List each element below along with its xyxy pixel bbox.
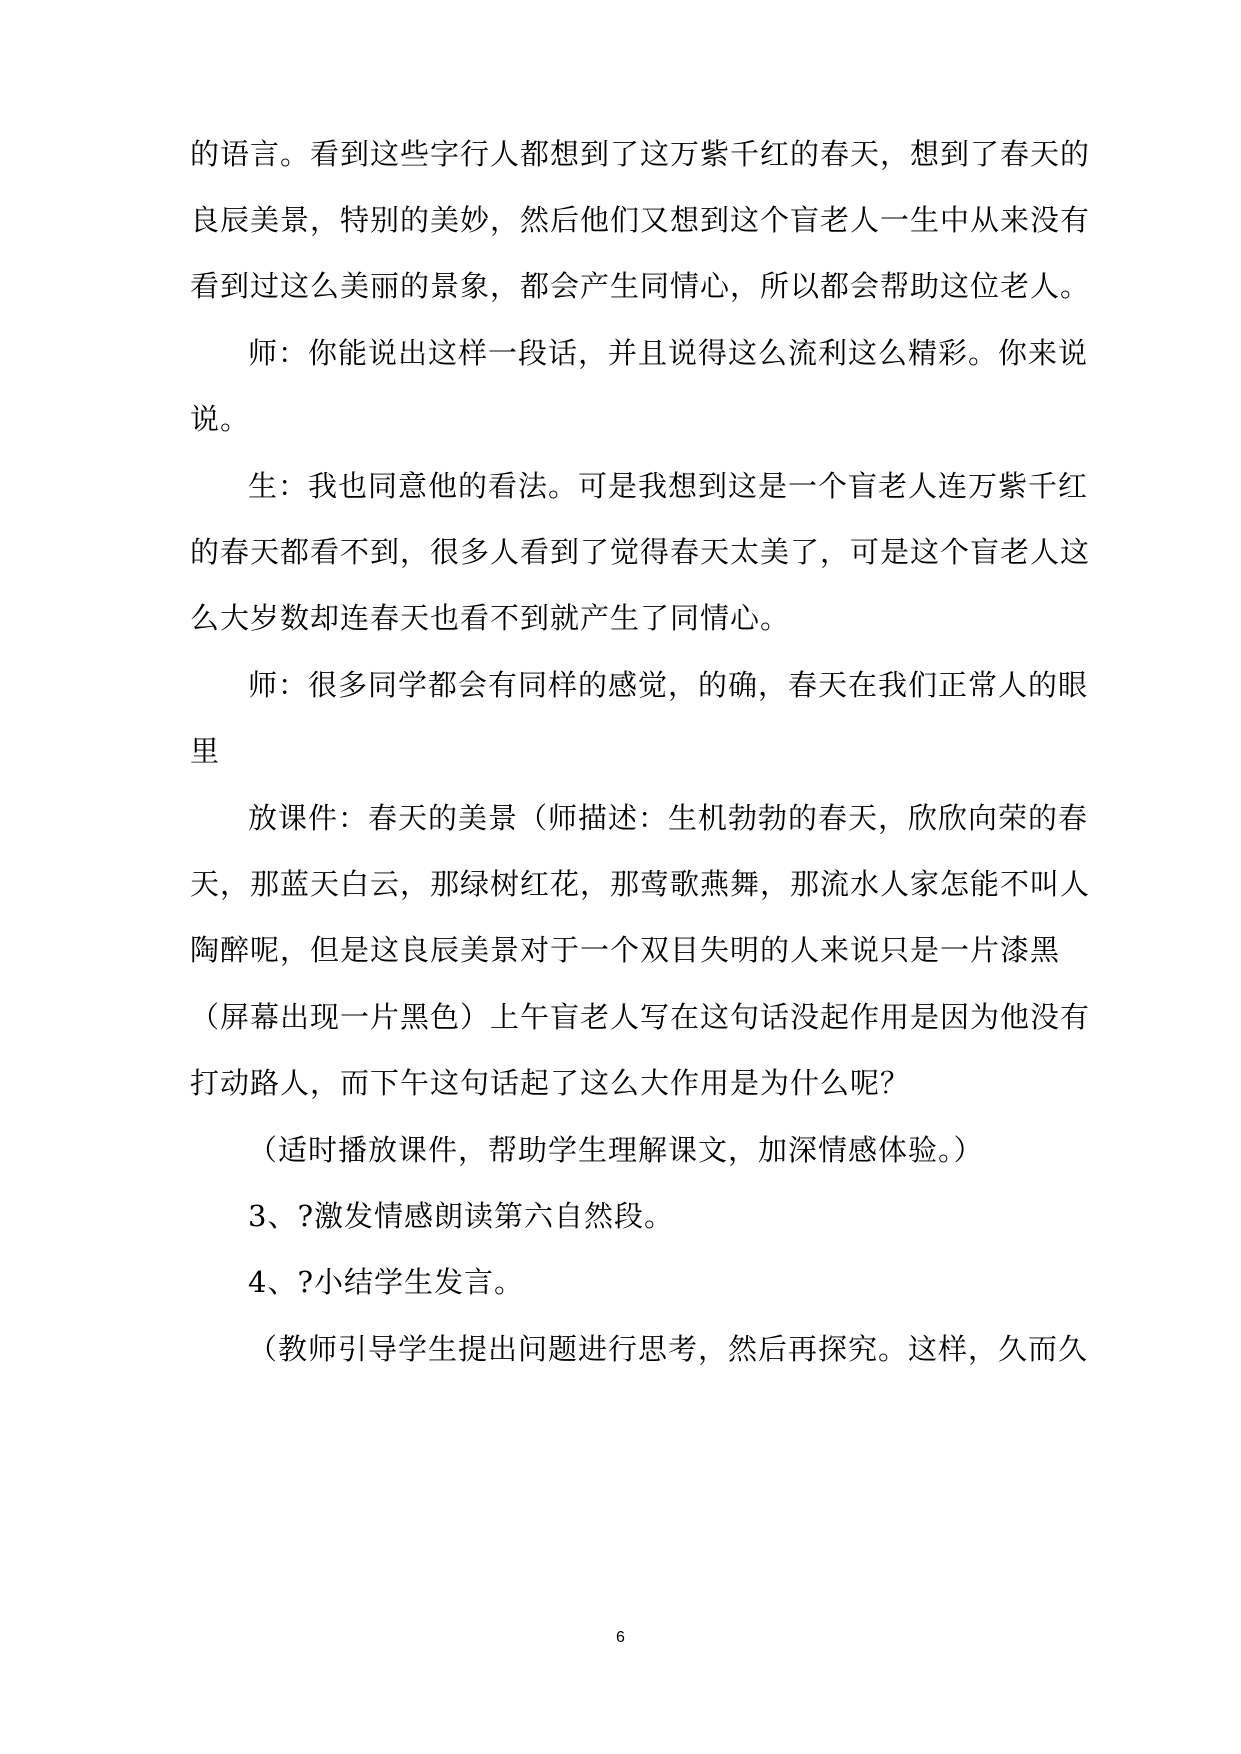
text-line: 的春天都看不到，很多人看到了觉得春天太美了，可是这个盲老人这 [190, 535, 1091, 569]
text-line: 打动路人，而下午这句话起了这么大作用是为什么呢？ [190, 1066, 911, 1100]
text-line: （屏幕出现一片黑色）上午盲老人写在这句话没起作用是因为他没有 [190, 1000, 1091, 1034]
text-line: 4、?小结学生发言。 [248, 1265, 524, 1299]
text-line: 生：我也同意他的看法。可是我想到这是一个盲老人连万紫千红 [248, 469, 1089, 503]
text-line: （教师引导学生提出问题进行思考，然后再探究。这样，久而久 [248, 1332, 1089, 1366]
page-number: 6 [616, 1629, 625, 1646]
text-line: 师：你能说出这样一段话，并且说得这么流利这么精彩。你来说 [248, 336, 1089, 370]
text-line: 放课件：春天的美景（师描述：生机勃勃的春天，欣欣向荣的春 [248, 801, 1089, 835]
text-line: 3、?激发情感朗读第六自然段。 [248, 1199, 674, 1233]
text-line: 看到过这么美丽的景象，都会产生同情心，所以都会帮助这位老人。 [190, 269, 1091, 303]
text-line: 陶醉呢，但是这良辰美景对于一个双目失明的人来说只是一片漆黑 [190, 933, 1061, 967]
text-line: （适时播放课件，帮助学生理解课文，加深情感体验。） [248, 1133, 984, 1167]
text-line: 说。 [190, 402, 251, 436]
text-line: 里 [190, 734, 221, 768]
text-line: 师：很多同学都会有同样的感觉，的确，春天在我们正常人的眼 [248, 668, 1089, 702]
text-line: 么大岁数却连春天也看不到就产生了同情心。 [190, 601, 791, 635]
text-line: 的语言。看到这些字行人都想到了这万紫千红的春天，想到了春天的 [190, 137, 1091, 171]
text-line: 天，那蓝天白云，那绿树红花，那莺歌燕舞，那流水人家怎能不叫人 [190, 867, 1091, 901]
text-line: 良辰美景，特别的美妙，然后他们又想到这个盲老人一生中从来没有 [190, 203, 1091, 237]
